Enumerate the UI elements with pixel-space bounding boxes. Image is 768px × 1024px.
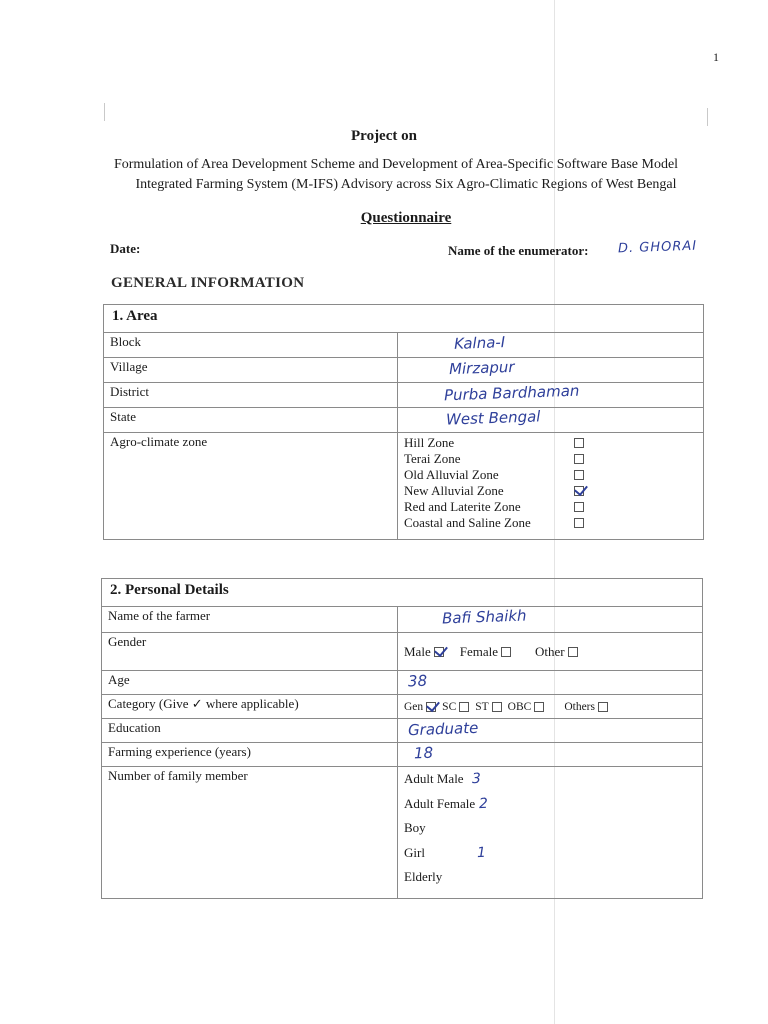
checked-checkbox-icon[interactable]	[574, 486, 584, 496]
personal-details-heading: 2. Personal Details	[102, 579, 703, 607]
family-member-row[interactable]	[404, 865, 696, 890]
village-value: Mirzapur	[448, 357, 515, 379]
zone-option[interactable]	[404, 435, 697, 451]
agro-climate-options	[398, 433, 704, 540]
agro-climate-label: Agro-climate zone	[104, 433, 398, 540]
project-title-line-2: Integrated Farming System (M-IFS) Advisory across Six Agro-Climatic Regions of West Bengal	[135, 177, 677, 192]
state-value: West Bengal	[445, 407, 541, 429]
zone-label: Red and Laterite Zone	[404, 499, 521, 514]
category-label: Category (Give ✓ where applicable)	[102, 695, 398, 719]
scan-artifact-mark	[104, 103, 105, 121]
family-member-value: 2	[478, 795, 489, 812]
village-field[interactable]	[398, 358, 704, 383]
checkbox-icon[interactable]	[492, 702, 502, 712]
gender-option-male[interactable]	[404, 644, 444, 660]
area-table	[103, 304, 704, 540]
checked-checkbox-icon[interactable]	[434, 647, 444, 657]
state-field[interactable]	[398, 408, 704, 433]
family-label: Number of family member	[102, 767, 398, 899]
family-member-label: Girl	[404, 844, 425, 860]
zone-option[interactable]	[404, 483, 697, 499]
gender-option-female[interactable]	[460, 644, 511, 660]
zone-option[interactable]	[404, 467, 697, 483]
category-option-label: ST	[475, 700, 489, 713]
checkbox-icon[interactable]	[598, 702, 608, 712]
family-member-row[interactable]	[404, 792, 696, 817]
age-label: Age	[102, 671, 398, 695]
checkbox-icon[interactable]	[501, 647, 511, 657]
area-heading: 1. Area	[104, 305, 704, 333]
category-options	[398, 695, 703, 719]
family-member-label: Adult Female	[404, 795, 476, 811]
gender-option-other[interactable]	[535, 644, 578, 660]
checkbox-icon[interactable]	[574, 454, 584, 464]
gender-option-label: Other	[534, 643, 565, 659]
block-value: Kalna-I	[453, 333, 506, 353]
block-field[interactable]	[398, 333, 704, 358]
category-option-label: Others	[564, 700, 595, 713]
family-members	[398, 767, 703, 899]
farmer-name-field[interactable]	[398, 607, 703, 633]
zone-label: Coastal and Saline Zone	[404, 515, 531, 530]
experience-value: 18	[413, 743, 434, 763]
category-option-label: SC	[442, 700, 457, 713]
district-label: District	[104, 383, 398, 408]
project-title-line-1: Formulation of Area Development Scheme and Development of Area-Specific Software Base Model	[113, 157, 679, 172]
checkbox-icon[interactable]	[574, 518, 584, 528]
checkbox-icon[interactable]	[568, 647, 578, 657]
checkbox-icon[interactable]	[459, 702, 469, 712]
age-field[interactable]	[398, 671, 703, 695]
checkbox-icon[interactable]	[574, 470, 584, 480]
zone-label: New Alluvial Zone	[404, 483, 504, 498]
enumerator-label: Name of the enumerator:	[448, 243, 589, 258]
age-value: 38	[407, 671, 428, 691]
gender-option-label: Male	[404, 643, 431, 659]
zone-label: Hill Zone	[404, 435, 455, 450]
page-number: 1	[713, 50, 719, 64]
personal-details-table	[101, 578, 703, 899]
category-option-label: Gen	[404, 700, 424, 713]
state-label: State	[104, 408, 398, 433]
block-label: Block	[104, 333, 398, 358]
questionnaire-title: Questionnaire	[360, 210, 452, 226]
enumerator-value: D. GHORAI	[617, 238, 698, 257]
district-field[interactable]	[398, 383, 704, 408]
family-member-value: 3	[471, 771, 481, 788]
education-value: Graduate	[407, 718, 479, 740]
farmer-name-label: Name of the farmer	[102, 607, 398, 633]
enumerator-field[interactable]	[618, 238, 697, 256]
family-member-row[interactable]	[404, 767, 696, 792]
category-option-others[interactable]	[564, 701, 608, 713]
family-member-label: Adult Male	[404, 771, 464, 787]
gender-options	[398, 633, 703, 671]
zone-option[interactable]	[404, 499, 697, 515]
category-option-gen[interactable]	[404, 701, 436, 713]
farmer-name-value: Bafi Shaikh	[441, 606, 527, 628]
zone-label: Terai Zone	[404, 451, 461, 466]
checkbox-icon[interactable]	[574, 502, 584, 512]
experience-field[interactable]	[398, 743, 703, 767]
family-member-label: Elderly	[404, 869, 443, 885]
zone-label: Old Alluvial Zone	[404, 467, 499, 482]
category-option-sc[interactable]	[442, 701, 469, 713]
district-value: Purba Bardhaman	[443, 381, 580, 405]
category-option-st[interactable]	[475, 701, 501, 713]
category-option-obc[interactable]	[508, 701, 545, 713]
zone-option[interactable]	[404, 515, 697, 531]
project-label: Project on	[351, 128, 417, 144]
gender-label: Gender	[102, 633, 398, 671]
education-field[interactable]	[398, 719, 703, 743]
village-label: Village	[104, 358, 398, 383]
gender-option-label: Female	[459, 643, 498, 659]
date-label: Date:	[110, 241, 141, 256]
scan-artifact-mark	[707, 108, 708, 126]
experience-label: Farming experience (years)	[102, 743, 398, 767]
checkbox-icon[interactable]	[574, 438, 584, 448]
date-field[interactable]	[110, 241, 144, 257]
general-information-heading: GENERAL INFORMATION	[111, 275, 305, 291]
checkbox-icon[interactable]	[534, 702, 544, 712]
education-label: Education	[102, 719, 398, 743]
zone-option[interactable]	[404, 451, 697, 467]
category-option-label: OBC	[507, 700, 532, 713]
family-member-row[interactable]	[404, 816, 696, 841]
family-member-label: Boy	[404, 820, 426, 836]
checked-checkbox-icon[interactable]	[426, 702, 436, 712]
family-member-row[interactable]	[404, 841, 696, 866]
family-member-value: 1	[476, 844, 487, 861]
